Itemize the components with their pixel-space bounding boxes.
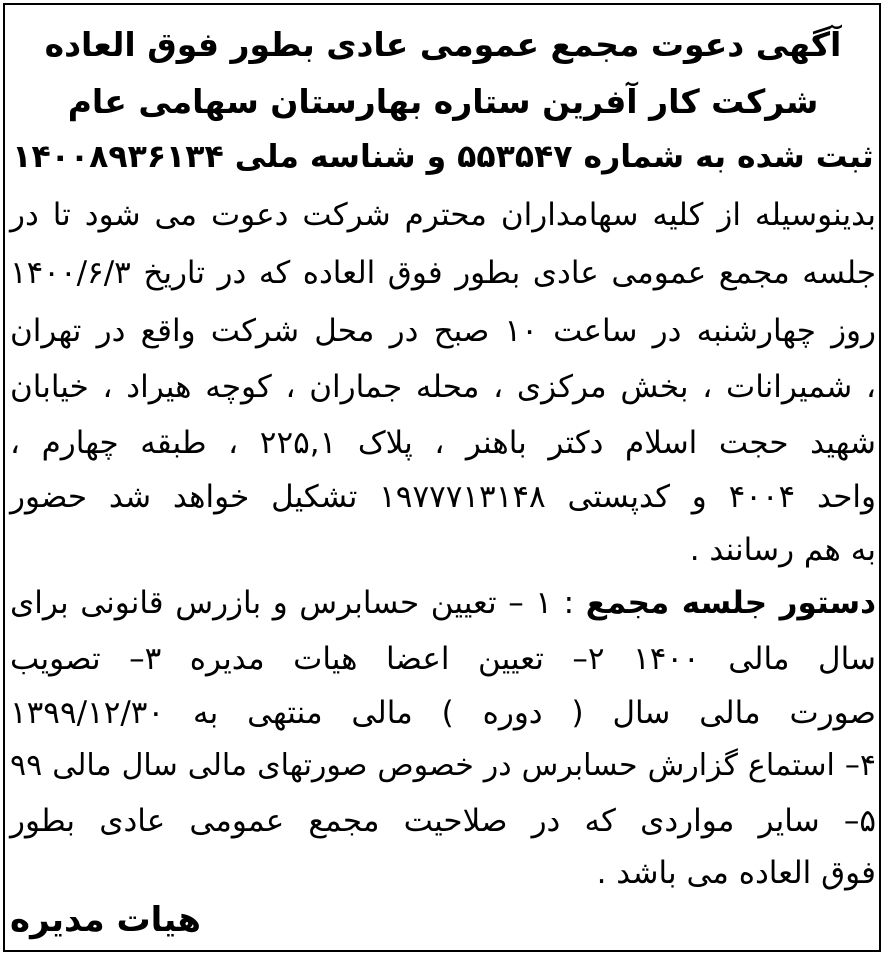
board-signature: هیات مدیره bbox=[10, 900, 201, 940]
agenda-line-5: ۵– سایر مواردی که در صلاحیت مجمع عمومی عادی بطور bbox=[10, 803, 876, 839]
body-line-4: ، شمیرانات ، بخش مرکزی ، محله جماران ، کوچه هیراد ، خیابان bbox=[10, 369, 876, 405]
company-name: شرکت کار آفرین ستاره بهارستان سهامی عام bbox=[67, 82, 819, 121]
body-line-6: واحد ۴۰۰۴ و کدپستی ۱۹۷۷۷۱۳۱۴۸ تشکیل خواهد شد حضور bbox=[10, 479, 877, 515]
agenda-item-1: : ۱ – تعیین حسابرس و بازرس قانونی برای bbox=[10, 585, 586, 621]
body-line-7: به هم رسانند . bbox=[689, 532, 876, 568]
agenda-line-3: صورت مالی سال ( دوره ) مالی منتهی به ۱۳۹۹/۱۲/۳۰ bbox=[10, 695, 876, 731]
agenda-heading: دستور جلسه مجمع bbox=[585, 585, 876, 621]
body-line-2: جلسه مجمع عمومی عادی بطور فوق العاده که در تاریخ ۱۴۰۰/۶/۳ bbox=[10, 255, 876, 291]
body-line-1: بدینوسیله از کلیه سهامداران محترم شرکت دعوت می شود تا در bbox=[10, 197, 876, 233]
agenda-line-4: ۴– استماع گزارش حسابرس در خصوص صورتهای مالی سال مالی ۹۹ bbox=[10, 748, 876, 783]
agenda-line-1 bbox=[10, 585, 876, 621]
agenda-line-6: فوق العاده می باشد . bbox=[596, 855, 876, 891]
agenda-line-2: سال مالی ۱۴۰۰ ۲– تعیین اعضا هیات مدیره ۳– تصویب bbox=[10, 641, 877, 677]
registration-line: ثبت شده به شماره ۵۵۳۵۴۷ و شناسه ملی ۱۴۰۰۸۹۳۶۱۳۴ bbox=[12, 139, 874, 175]
notice-title: آگهی دعوت مجمع عمومی عادی بطور فوق العاده bbox=[44, 25, 842, 64]
body-line-3: روز چهارشنبه در ساعت ۱۰ صبح در محل شرکت واقع در تهران bbox=[10, 313, 877, 349]
body-line-5: شهید حجت اسلام دکتر باهنر ، پلاک ۲۲۵,۱ ، طبقه چهارم ، bbox=[10, 425, 876, 461]
legal-notice bbox=[10, 10, 876, 950]
